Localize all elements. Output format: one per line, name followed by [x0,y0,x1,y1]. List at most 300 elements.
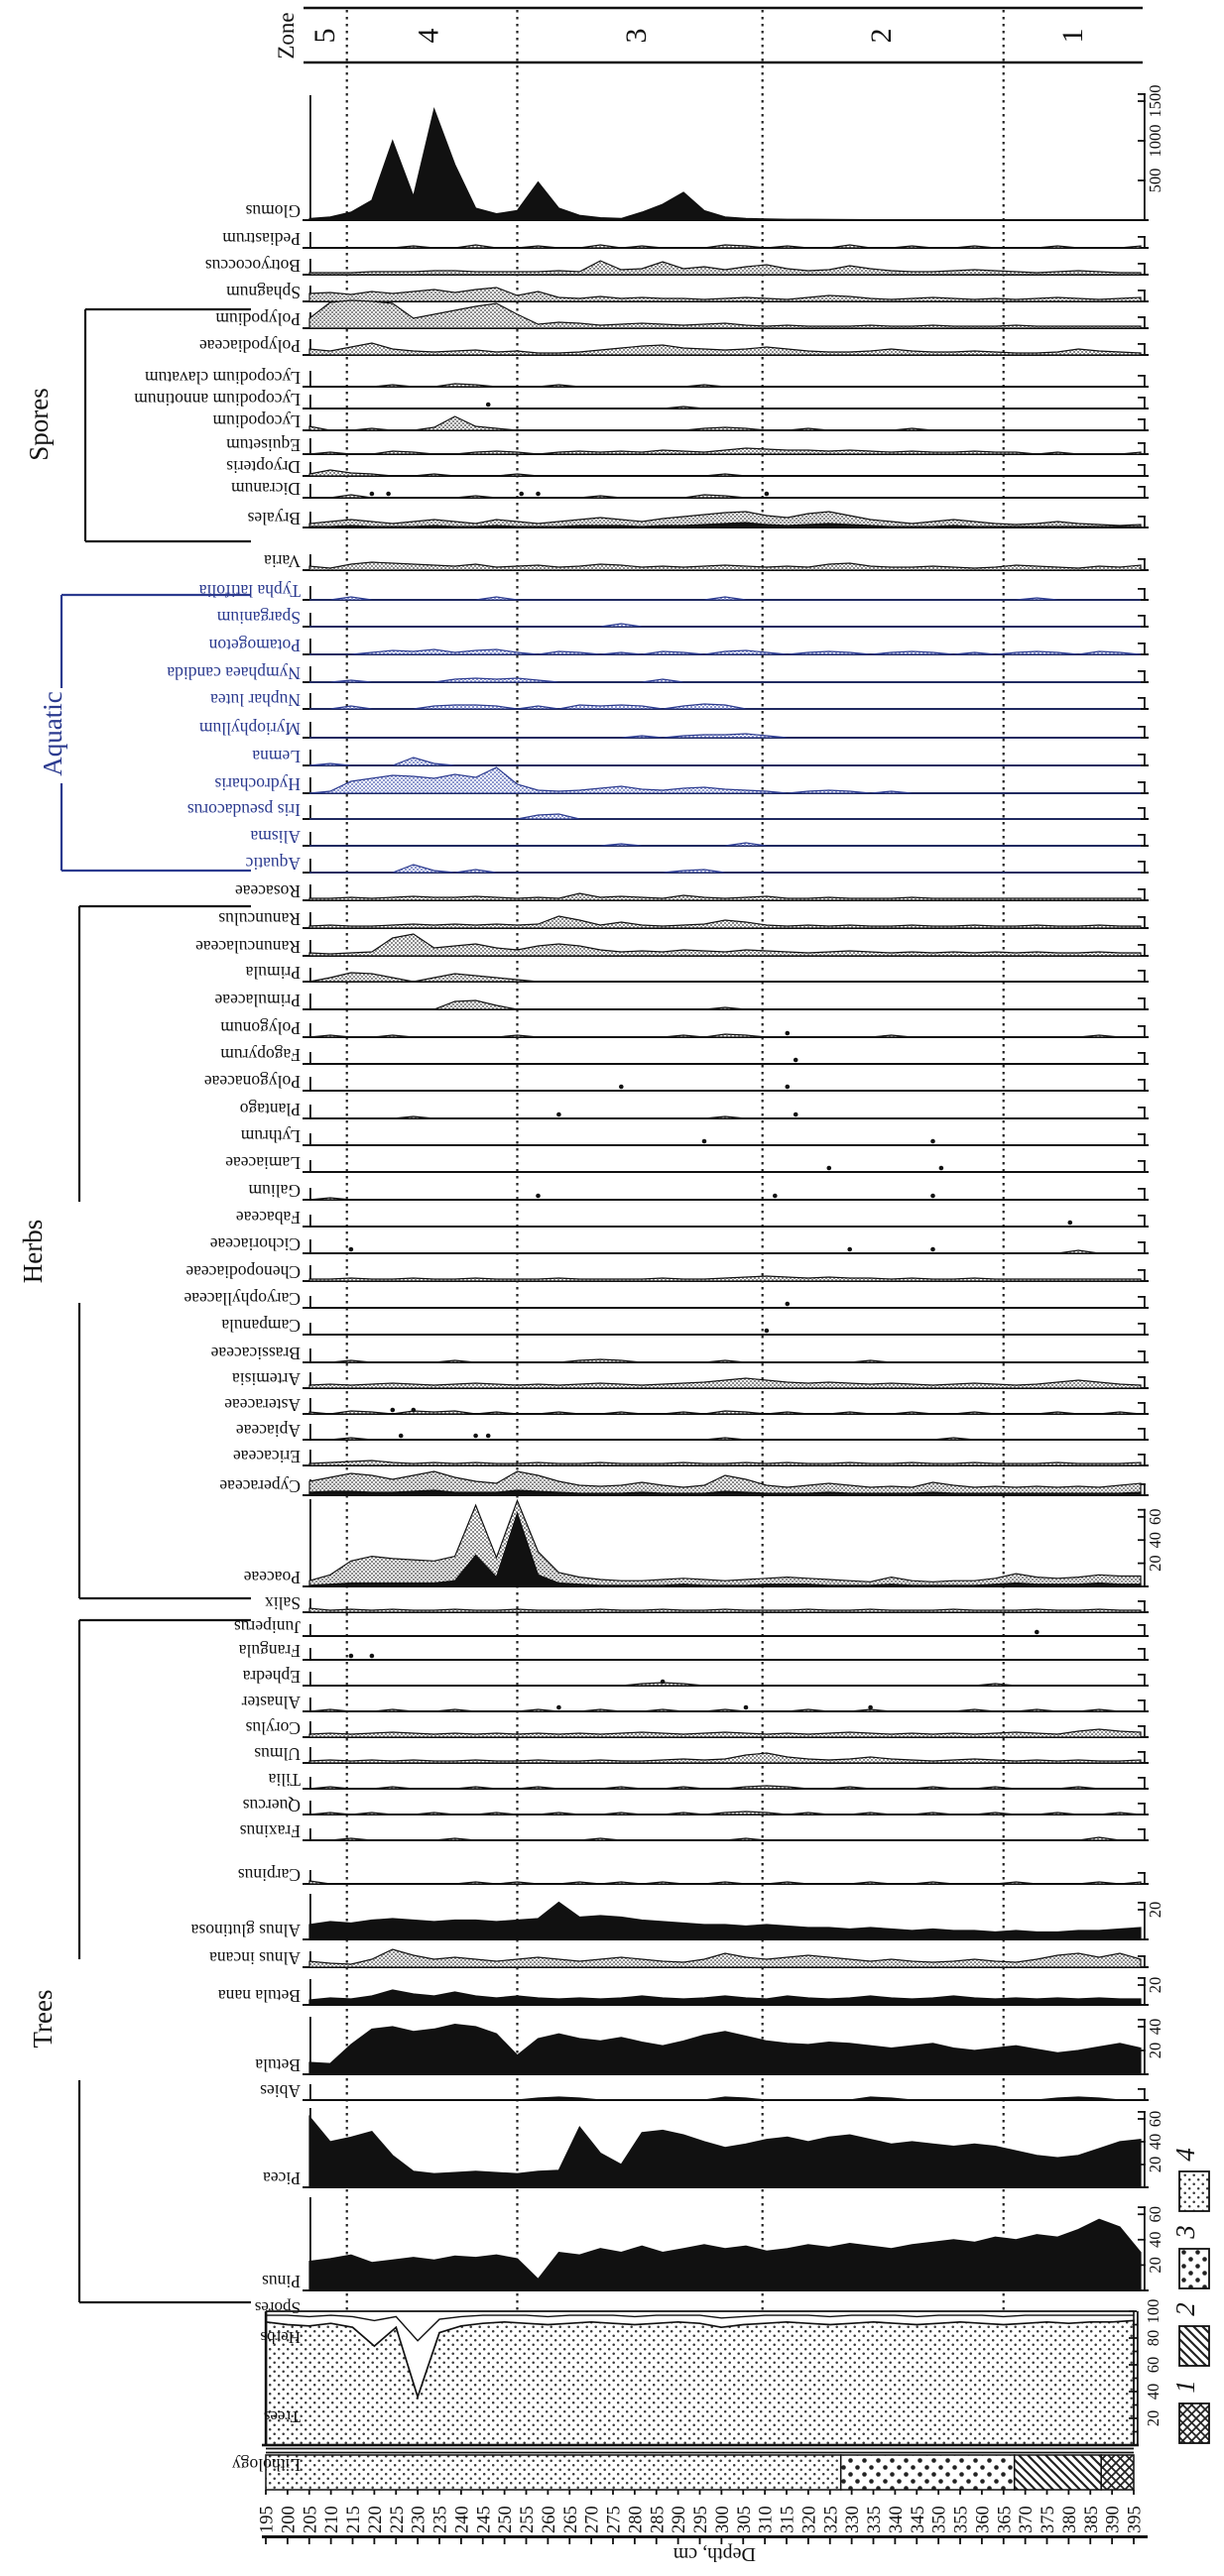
taxon-label-pediastrum: Pediastrum [222,229,301,249]
depth-axis-line [262,2535,1148,2538]
depth-label-315: 315 [778,2506,798,2533]
taxon-curve [309,624,1141,627]
row-right-bracket-tick [1138,2111,1146,2113]
depth-tick-lower [1111,2538,1113,2544]
taxon-curve [309,1250,1141,1253]
row-left-tick [309,1188,311,1200]
row-right-bracket-tick [1138,516,1146,518]
summary-scale-tick [1129,2337,1137,2339]
presence-dot-312cm [794,1058,798,1063]
row-left-tick [309,968,311,982]
taxon-curve [309,893,1141,900]
summary-scale-label: 60 [1144,2356,1163,2374]
taxon-curve [309,1683,1141,1686]
taxon-row-alnus-incana [209,1948,1149,1968]
row-left-tick [309,832,311,846]
row-right-bracket-tick [1138,1376,1146,1378]
depth-tick-upper [504,2490,506,2495]
taxon-label-ericaceae: Ericaceae [233,1447,301,1466]
taxon-row-glomus [245,85,1164,222]
taxon-row-myriophyllum [199,719,1149,739]
presence-dot-250cm [536,1194,541,1199]
taxon-curve [309,416,1141,430]
row-left-tick [309,371,311,387]
depth-label-345: 345 [908,2506,928,2533]
depth-tick-upper [1046,2490,1048,2495]
row-right-bracket-tick [1138,1777,1146,1779]
row-left-tick [309,1296,311,1308]
row-right-bracket-tick [1138,754,1146,756]
row-left-tick [309,1648,311,1660]
row-right-bracket-tick [1138,1107,1146,1109]
row-right-bracket-tick [1138,290,1146,292]
lithology-section-cross [1101,2455,1134,2490]
row-right-bracket-tick [1138,726,1146,728]
summary-scale-tick [1129,2391,1137,2393]
depth-label-310: 310 [756,2506,777,2533]
scale-tick-label: 500 [1146,168,1164,193]
taxon-row-primula [245,963,1149,983]
row-left-tick [309,1077,311,1091]
taxon-row-ericaceae [233,1447,1149,1466]
row-right-bracket-tick [1138,1428,1146,1430]
row-right-bracket-tick [1138,486,1146,488]
row-left-tick [309,805,311,819]
summary-scale-tick [1129,2364,1137,2366]
depth-tick-upper [287,2490,289,2495]
row-baseline [303,1635,1149,1637]
row-left-tick [309,1424,311,1440]
taxon-label-asteraceae: Asteraceae [224,1395,301,1415]
depth-label-335: 335 [865,2506,885,2533]
taxon-row-alnaster [242,1693,1149,1712]
row-left-tick [309,1499,311,1586]
taxon-label-apiaceae: Apiaceae [235,1421,301,1441]
row-left-tick [309,1672,311,1686]
depth-tick-lower [634,2538,636,2544]
row-right-bracket-tick [1138,1600,1146,1602]
taxon-label-betula-nana: Betula nana [217,1986,301,2006]
row-right-bracket-tick [1138,1350,1146,1352]
depth-tick-upper [764,2490,766,2495]
taxon-label-poaceae: Poaceae [243,1568,301,1587]
presence-dot-215cm [391,1408,396,1413]
presence-dot-210cm [370,1654,375,1659]
scale-tick-label: 20 [1146,1901,1164,1919]
summary-scale-label: 80 [1144,2329,1163,2347]
taxon-label-bryales: Bryales [247,509,301,528]
scale-tick [1138,2213,1146,2215]
row-right-bracket-tick [1138,2019,1146,2021]
legend-swatch-3 [1179,2249,1209,2288]
taxon-curve [309,2097,1141,2100]
depth-tick-upper [438,2490,440,2495]
scale-tick [1138,140,1146,142]
depth-tick-upper [894,2490,896,2495]
depth-label-240: 240 [452,2506,473,2533]
taxon-curve [309,1837,1141,1840]
scale-tick-label: 60 [1146,1508,1164,1526]
depth-label-225: 225 [387,2506,408,2533]
depth-label-195: 195 [257,2506,278,2533]
summary-scale-tick [1133,2324,1138,2326]
taxon-row-tilia [268,1770,1149,1790]
legend-swatch-2 [1179,2326,1209,2366]
depth-tick-upper [916,2490,918,2495]
taxon-curve [309,1881,1141,1884]
taxon-label-carpinus: Carpinus [237,1865,301,1885]
row-right-bracket-tick [1138,615,1146,617]
taxon-label-alnaster: Alnaster [241,1693,301,1712]
depth-tick-upper [807,2490,809,2495]
depth-label-385: 385 [1081,2506,1102,2533]
scale-tick-label: 40 [1146,2231,1164,2249]
taxon-row-cichoriaceae [209,1234,1149,1254]
taxon-curve [309,1411,1141,1414]
taxon-row-campanula [221,1316,1149,1336]
taxon-curve [309,1903,1141,1940]
depth-label-350: 350 [929,2506,950,2533]
row-baseline [303,1307,1149,1309]
presence-dot-214cm [386,492,391,497]
row-right-bracket-tick [1138,1025,1146,1027]
presence-dot-305cm [765,492,770,497]
depth-tick-lower [1089,2538,1091,2544]
taxon-row-sparganium [216,608,1149,628]
taxon-label-hydrocharis: Hydrocharis [214,774,301,794]
depth-tick-lower [1025,2538,1027,2544]
summary-scale-label: 100 [1144,2298,1163,2324]
taxon-label-lamiaceae: Lamiaceae [225,1153,301,1173]
depth-tick-upper [1025,2490,1027,2495]
depth-label-380: 380 [1059,2506,1080,2533]
row-right-bracket-tick [1138,807,1146,809]
depth-tick-upper [634,2490,636,2495]
taxon-curve [309,916,1141,928]
group-label-aquatic: Aquatic [38,691,67,776]
depth-label-260: 260 [539,2506,559,2533]
taxon-curve [309,758,1141,765]
depth-label-295: 295 [691,2506,711,2533]
depth-tick-lower [373,2538,375,2544]
taxon-curve [309,2219,1141,2290]
depth-label-270: 270 [582,2506,603,2533]
scale-tick-label: 1000 [1146,124,1164,158]
presence-dot-347cm [939,1166,944,1171]
taxon-label-polygonaceae: Polygonaceae [203,1072,301,1092]
summary-scale-label: 20 [1144,2409,1163,2427]
depth-tick-lower [1133,2538,1135,2544]
depth-label-300: 300 [712,2506,733,2533]
row-baseline [303,1226,1149,1228]
presence-dot-210cm [370,492,375,497]
row-right-bracket-tick [1138,1079,1146,1081]
taxon-curve [309,1753,1141,1763]
depth-label-210: 210 [322,2506,343,2533]
depth-tick-lower [1046,2538,1048,2544]
presence-dot-320cm [827,1166,832,1171]
taxon-row-juniperus [234,1617,1149,1637]
row-left-tick [309,639,311,654]
row-left-tick [309,1624,311,1636]
taxon-label-primulaceae: Primulaceae [214,991,301,1010]
taxon-label-plantago: Plantago [239,1100,301,1119]
zone-label-1: 1 [1055,28,1089,44]
summary-label-herbs: Herbs [260,2328,301,2347]
row-left-tick [309,438,311,454]
row-right-bracket-tick [1138,1402,1146,1404]
taxon-row-fagopyrum [220,1045,1149,1065]
taxon-label-salix: Salix [265,1593,301,1613]
taxon-label-alnus-glutinosa: Alnus glutinosa [190,1921,301,1940]
taxon-label-rosaceae: Rosaceae [234,881,301,901]
taxon-curve [309,261,1141,275]
taxon-row-polygonum [220,1018,1149,1038]
row-left-tick [309,232,311,248]
taxon-label-pinus: Pinus [262,2272,301,2291]
taxon-label-lycopodium-annotinum: Lycopodium annotinum [134,390,301,410]
taxon-row-polypodiaceae [199,336,1149,356]
depth-label-275: 275 [604,2506,625,2533]
depth-tick-upper [656,2490,658,2495]
summary-scale-tick [1133,2404,1138,2406]
summary-baseline [262,2444,1139,2447]
depth-tick-upper [1067,2490,1069,2495]
depth-tick-upper [873,2490,875,2495]
taxon-curve [309,288,1141,301]
taxon-row-ranunculaceae [195,934,1149,957]
depth-tick-upper [265,2490,267,2495]
depth-label-230: 230 [409,2506,429,2533]
taxon-label-equisetum: Equisetum [226,435,301,455]
taxon-row-ephedra [242,1667,1149,1687]
legend-swatch-1 [1179,2403,1209,2443]
presence-dot-310cm [786,1302,791,1307]
depth-tick-lower [590,2538,592,2544]
row-left-tick [309,750,311,765]
scale-tick [1138,2239,1146,2241]
depth-tick-upper [568,2490,570,2495]
presence-dot-280cm [661,1680,666,1685]
depth-tick-lower [330,2538,332,2544]
scale-tick-label: 20 [1146,1555,1164,1572]
depth-label-395: 395 [1125,2506,1146,2533]
row-left-tick [309,1133,311,1145]
summary-scale-tick [1133,2351,1138,2353]
taxon-curve [309,597,1141,600]
taxon-curve [309,1990,1141,2005]
presence-dot-255cm [556,1705,561,1710]
taxon-row-hydrocharis [214,767,1149,794]
taxon-label-fraxinus: Fraxinus [239,1821,301,1841]
taxon-row-lythrum [240,1126,1149,1146]
depth-tick-upper [373,2490,375,2495]
depth-label-250: 250 [496,2506,517,2533]
scale-tick-label: 20 [1146,2257,1164,2274]
row-left-tick [309,395,311,409]
row-right-bracket-tick [1138,781,1146,783]
row-right-bracket-tick [1138,1241,1146,1243]
depth-tick-upper [1089,2490,1091,2495]
depth-tick-upper [937,2490,939,2495]
taxon-row-fabaceae [236,1208,1149,1228]
row-left-tick [309,1323,311,1335]
taxon-curve [309,109,1141,220]
row-right-bracket-tick [1138,397,1146,399]
taxon-label-sparganium: Sparganium [216,608,301,628]
taxon-label-ephedra: Ephedra [242,1667,301,1687]
presence-dot-250cm [536,492,541,497]
depth-tick-lower [526,2538,528,2544]
depth-label-370: 370 [1017,2506,1038,2533]
taxon-row-dryopteris [226,457,1149,477]
taxon-label-quercus: Quercus [242,1796,301,1815]
taxon-curve [309,973,1141,982]
presence-dot-270cm [619,1085,624,1090]
taxon-label-lemna: Lemna [252,747,301,766]
taxon-label-fagopyrum: Fagopyrum [220,1045,301,1065]
scale-tick-label: 40 [1146,1531,1164,1549]
taxon-row-abies [260,2081,1149,2101]
taxon-row-chenopodiaceae [185,1262,1149,1282]
taxon-row-sphagnum [226,283,1149,302]
group-label-spores: Spores [24,388,54,461]
taxon-row-brassicaceae [210,1344,1149,1363]
taxon-label-tilia: Tilia [268,1770,301,1790]
lithology-section-diag [1015,2455,1101,2490]
summary-trees-area [263,2320,1134,2445]
taxon-label-caryophyllaceae: Caryophyllaceae [184,1289,301,1309]
row-right-bracket-tick [1138,343,1146,345]
taxon-label-polypodiaceae: Polypodiaceae [198,336,301,356]
presence-dot-330cm [868,1705,873,1710]
row-baseline [303,1144,1149,1146]
summary-chart [255,2298,1163,2446]
row-right-bracket-tick [1138,1269,1146,1271]
row-right-bracket-tick [1138,93,1146,95]
depth-tick-lower [612,2538,614,2544]
taxon-label-cyperaceae: Cyperaceae [219,1476,301,1496]
scale-tick-label: 40 [1146,2018,1164,2036]
taxon-label-abies: Abies [260,2081,301,2101]
row-right-bracket-tick [1138,1160,1146,1162]
taxon-label-glomus: Glomus [245,201,301,221]
lithology-legend [1170,2148,1209,2443]
taxon-curve [309,734,1141,738]
depth-tick-lower [916,2538,918,2544]
legend-number-3: 3 [1170,2225,1200,2239]
row-left-tick [309,95,311,220]
taxon-curve [309,1378,1141,1388]
depth-tick-upper [352,2490,354,2495]
taxon-curve [309,1000,1141,1009]
depth-label-220: 220 [365,2506,386,2533]
presence-dot-325cm [847,1247,852,1252]
summary-scale-tick [1129,2310,1137,2312]
row-baseline [303,1334,1149,1336]
row-left-tick [309,1828,311,1840]
taxon-row-rosaceae [235,881,1149,901]
row-right-bracket-tick [1138,997,1146,999]
depth-tick-upper [1111,2490,1113,2495]
row-right-bracket-tick [1138,697,1146,699]
row-left-tick [309,586,311,600]
depth-label-245: 245 [474,2506,495,2533]
depth-label-355: 355 [951,2506,972,2533]
presence-dot-378cm [1068,1221,1073,1226]
row-right-bracket-tick [1138,1133,1146,1135]
taxon-label-alisma: Alisma [250,827,301,847]
presence-dot-220cm [412,1408,417,1413]
depth-tick-lower [981,2538,983,2544]
taxon-curve [309,934,1141,956]
summary-label-trees: Trees [263,2407,301,2426]
row-baseline [303,1171,1149,1173]
depth-tick-upper [699,2490,701,2495]
row-right-bracket-tick [1138,970,1146,972]
row-right-bracket-tick [1138,1188,1146,1190]
row-left-tick [309,613,311,627]
taxon-row-picea [263,2108,1164,2188]
depth-tick-lower [786,2538,788,2544]
depth-tick-upper [460,2490,462,2495]
scale-tick [1138,1909,1146,1911]
row-left-tick [309,722,311,738]
presence-dot-235cm [473,1434,478,1439]
taxon-row-alisma [250,827,1149,847]
row-right-bracket-tick [1138,442,1146,444]
taxon-row-aquatic [245,854,1149,874]
taxon-curve [309,1729,1141,1737]
taxon-curve [309,1786,1141,1789]
depth-tick-lower [547,2538,549,2544]
taxon-row-lycopodium [212,411,1149,431]
taxon-row-ulmus [254,1744,1149,1764]
taxon-row-galium [248,1181,1149,1201]
diagram-render-root [18,8,1209,2565]
row-right-bracket-tick [1138,916,1146,918]
taxon-row-salix [265,1593,1149,1613]
scale-tick [1138,2026,1146,2028]
depth-tick-lower [460,2538,462,2544]
row-right-bracket-tick [1138,1624,1146,1626]
zone-label-3: 3 [620,28,654,44]
taxon-label-ranunculus: Ranunculus [218,909,301,929]
taxon-curve [309,1812,1141,1815]
taxon-row-frangula [239,1641,1149,1661]
row-right-bracket-tick [1138,1323,1146,1325]
taxon-curve [309,245,1141,248]
legend-swatch-4 [1179,2171,1209,2211]
taxon-label-brassicaceae: Brassicaceae [210,1344,301,1363]
taxon-curve [309,649,1141,654]
taxon-curve [309,2025,1141,2074]
taxon-label-typha-latifolia: Typha latifolia [198,581,301,601]
depth-tick-upper [590,2490,592,2495]
depth-label-205: 205 [301,2506,321,2533]
depth-label-280: 280 [626,2506,647,2533]
row-left-tick [309,1698,311,1711]
depth-tick-lower [308,2538,310,2544]
depth-label-360: 360 [973,2506,994,2533]
taxon-curve [309,865,1141,873]
taxon-label-varia: Varia [264,551,301,571]
presence-dot-345cm [930,1139,935,1144]
depth-tick-lower [482,2538,484,2544]
taxon-row-plantago [240,1100,1149,1119]
scale-tick [1138,1563,1146,1565]
taxon-curve [309,678,1141,682]
